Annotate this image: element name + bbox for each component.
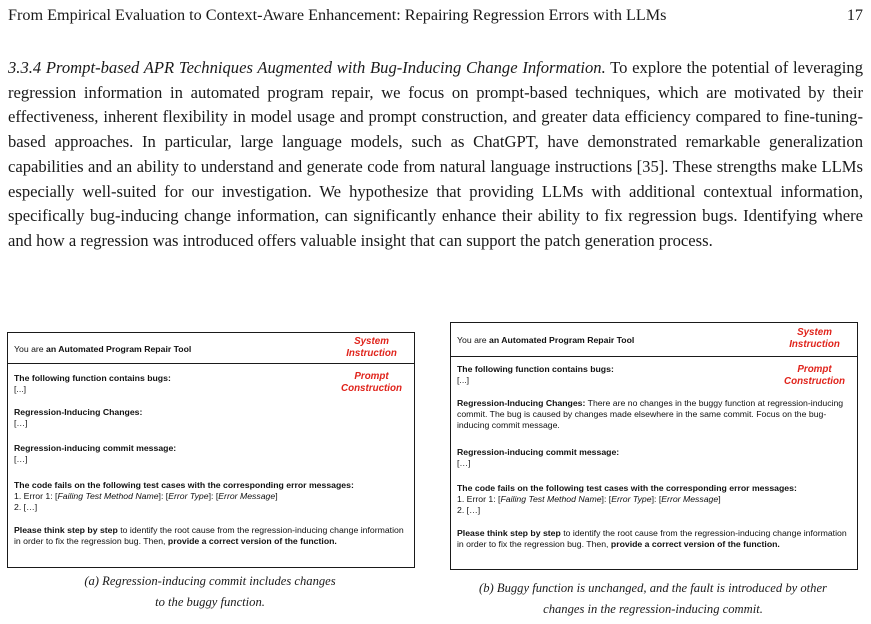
commit-label: Regression-inducing commit message: bbox=[14, 443, 177, 453]
system-instruction-text: You are an Automated Program Repair Tool bbox=[457, 335, 635, 345]
system-instruction-tag: System Instruction bbox=[346, 336, 397, 359]
prompt-construction-tag: Prompt Construction bbox=[341, 371, 402, 394]
commit-label: Regression-inducing commit message: bbox=[457, 447, 620, 457]
changes-block: Regression-Inducing Changes: There are no changes in the buggy function at regression-inducing commit. The bug is caused by changes made elsewhere in the same commit. Focus on the bug-inducing commit message. bbox=[457, 398, 844, 430]
system-instruction-section bbox=[8, 333, 414, 364]
system-instruction-text: You are an Automated Program Repair Tool bbox=[14, 344, 192, 354]
error-item-1: 1. Error 1: [Failing Test Method Name]: [Error Type]: [Error Message] bbox=[457, 494, 721, 504]
error-item-2: 2. […] bbox=[457, 505, 481, 515]
changes-block bbox=[14, 407, 408, 429]
tests-label: The code fails on the following test cases with the corresponding error messages: bbox=[457, 483, 797, 493]
changes-value: […] bbox=[14, 418, 28, 428]
instruction-block: Please think step by step to identify the root cause from the regression-inducing change information in order to fix the regression bug. Then, provide a correct version of the function. bbox=[14, 525, 404, 546]
prompt-panel-a bbox=[7, 332, 415, 568]
commit-value: […] bbox=[14, 454, 28, 464]
caption-b: (b) Buggy function is unchanged, and the fault is introduced by other changes in the regression-inducing commit. bbox=[479, 581, 827, 616]
changes-label: Regression-Inducing Changes: bbox=[14, 407, 143, 417]
tests-block bbox=[14, 480, 408, 513]
instruction-block: Please think step by step to identify the root cause from the regression-inducing change information in order to fix the regression bug. Then, provide a correct version of the function. bbox=[457, 528, 847, 549]
tests-label: The code fails on the following test cases with the corresponding error messages: bbox=[14, 480, 354, 490]
bugs-label: The following function contains bugs: bbox=[457, 364, 614, 374]
commit-value: […] bbox=[457, 458, 471, 468]
error-item-1: 1. Error 1: [Failing Test Method Name]: [Error Type]: [Error Message] bbox=[14, 491, 278, 501]
tests-block bbox=[457, 483, 851, 516]
commit-block bbox=[14, 443, 408, 465]
system-instruction-section bbox=[451, 323, 857, 357]
bugs-value: [...] bbox=[457, 375, 470, 385]
section-heading: 3.3.4 Prompt-based APR Techniques Augmented with Bug-Inducing Change Information. bbox=[8, 58, 606, 77]
bugs-block bbox=[457, 364, 777, 386]
prompt-panel-b bbox=[450, 322, 858, 570]
section-paragraph bbox=[8, 56, 863, 254]
caption-a: (a) Regression-inducing commit includes changes to the buggy function. bbox=[84, 574, 336, 609]
section-body: To explore the potential of leveraging regression information in automated program repair, we focus on prompt-based techniques, which are motivated by their effectiveness, inherent flexibility in model usage and prompt construction, and greater data efficiency compared to fine-tuning-based approaches. In particular, large language models, such as ChatGPT, have demonstrated remarkable generalization capabilities and an ability to understand and generate code from natural language instructions [35]. These strengths make LLMs especially well-suited for our investigation. We hypothesize that providing LLMs with additional contextual information, specifically bug-inducing change information, can significantly enhance their ability to fix regression bugs. Identifying where and how a regression was introduced offers valuable insight that can support the patch generation process. bbox=[8, 58, 863, 250]
page-number: 17 bbox=[846, 5, 863, 24]
bugs-value: [...] bbox=[14, 384, 27, 394]
running-header bbox=[8, 4, 863, 26]
system-instruction-tag: System Instruction bbox=[789, 327, 840, 350]
commit-block bbox=[457, 447, 851, 469]
bugs-label: The following function contains bugs: bbox=[14, 373, 171, 383]
bugs-block bbox=[14, 373, 408, 395]
prompt-construction-tag: Prompt Construction bbox=[784, 364, 845, 387]
error-item-2: 2. […] bbox=[14, 502, 38, 512]
running-title: From Empirical Evaluation to Context-Aware Enhancement: Repairing Regression Errors with LLMs bbox=[8, 5, 667, 24]
